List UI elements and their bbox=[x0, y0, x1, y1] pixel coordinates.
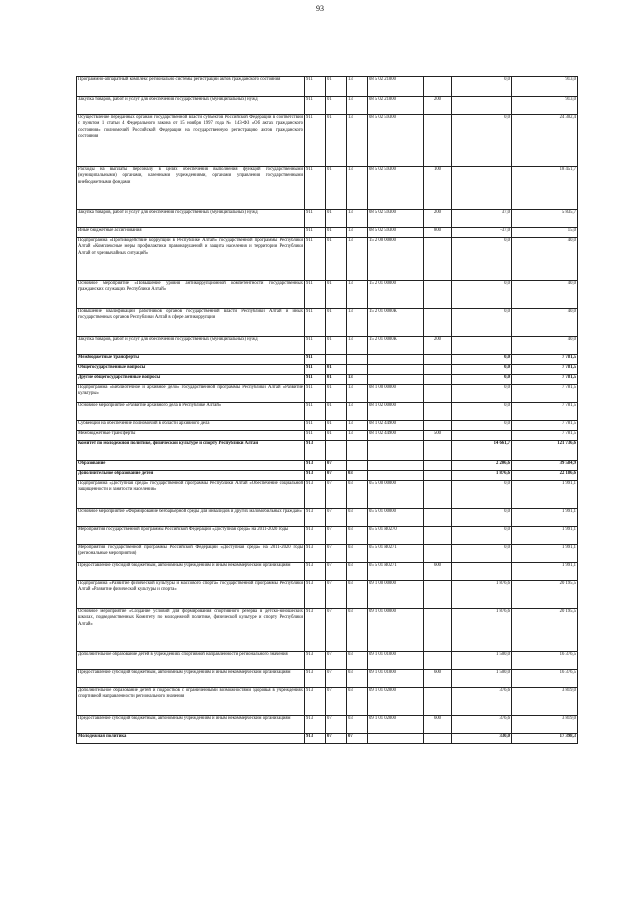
total-amount-cell: 7 781,5 bbox=[512, 403, 578, 421]
change-amount-cell: 330,0 bbox=[452, 734, 512, 744]
change-amount-cell bbox=[452, 563, 512, 581]
target-article-cell: 08 5 02 59300 bbox=[368, 228, 424, 238]
target-article-cell bbox=[368, 375, 424, 385]
change-amount-cell: 2 206,6 bbox=[452, 461, 512, 471]
total-amount-cell: 15,0 bbox=[512, 228, 578, 238]
row-name-cell: Предоставление субсидий бюджетным, автономным учреждениям и иным некоммерческим организациям bbox=[77, 716, 305, 734]
section-code-cell: 01 bbox=[326, 77, 347, 97]
expense-type-cell: 800 bbox=[424, 228, 452, 238]
row-name-cell: Закупка товаров, работ и услуг для обеспечения государственных (муниципальных) нужд bbox=[77, 97, 305, 115]
change-amount-cell bbox=[452, 431, 512, 441]
section-code-cell: 01 bbox=[326, 385, 347, 403]
row-name-cell: Основное мероприятие «Развитие архивного дела в Республике Алтай» bbox=[77, 403, 305, 421]
section-code-cell bbox=[326, 441, 347, 461]
ved-code-cell: 911 bbox=[305, 403, 326, 421]
subsection-code-cell: 03 bbox=[347, 688, 368, 716]
change-amount-cell: -37,0 bbox=[452, 228, 512, 238]
table-row bbox=[77, 652, 578, 670]
total-amount-cell: 1 991,1 bbox=[512, 545, 578, 563]
target-article-cell: 09 1 01 01000 bbox=[368, 652, 424, 670]
section-code-cell bbox=[326, 355, 347, 365]
section-code-cell: 07 bbox=[326, 461, 347, 471]
table-row bbox=[77, 441, 578, 461]
change-amount-cell: 0,0 bbox=[452, 281, 512, 309]
subsection-code-cell: 13 bbox=[347, 309, 368, 337]
row-name-cell: Мероприятия государственной программы Российской Федерации «Доступная среда» на 2011-2020 годы (региональные мероприятия) bbox=[77, 545, 305, 563]
section-code-cell: 01 bbox=[326, 210, 347, 228]
row-name-cell: Осуществление переданных органам государственной власти субъектов Российской Федерации в соответствии с пунктом 1 статьи 4 Федерального закона от 15 ноября 1997 года № 143-ФЗ «Об актах гражданского состояния» полномочий Российской Федерации на государственную регистрацию актов гражданского состояния bbox=[77, 115, 305, 167]
ved-code-cell: 913 bbox=[305, 545, 326, 563]
expense-type-cell bbox=[424, 509, 452, 527]
row-name-cell: Общегосударственные вопросы bbox=[77, 365, 305, 375]
subsection-code-cell: 13 bbox=[347, 228, 368, 238]
table-row bbox=[77, 375, 578, 385]
target-article-cell: 08 5 02 59300 bbox=[368, 210, 424, 228]
change-amount-cell: 0,0 bbox=[452, 365, 512, 375]
expense-type-cell bbox=[424, 734, 452, 744]
ved-code-cell: 913 bbox=[305, 688, 326, 716]
section-code-cell: 07 bbox=[326, 609, 347, 652]
change-amount-cell bbox=[452, 97, 512, 115]
section-code-cell: 07 bbox=[326, 670, 347, 688]
table-row bbox=[77, 481, 578, 509]
section-code-cell: 07 bbox=[326, 509, 347, 527]
ved-code-cell: 911 bbox=[305, 167, 326, 210]
section-code-cell: 07 bbox=[326, 471, 347, 481]
subsection-code-cell bbox=[347, 355, 368, 365]
subsection-code-cell bbox=[347, 365, 368, 375]
section-code-cell: 01 bbox=[326, 421, 347, 431]
target-article-cell: 05 5 00 00000 bbox=[368, 481, 424, 509]
table-row bbox=[77, 734, 578, 744]
row-name-cell: Основное мероприятие «Формирование безбарьерной среды для инвалидов и других маломобильных граждан» bbox=[77, 509, 305, 527]
table-row bbox=[77, 421, 578, 431]
change-amount-cell bbox=[452, 167, 512, 210]
table-row bbox=[77, 337, 578, 355]
subsection-code-cell: 13 bbox=[347, 431, 368, 441]
row-name-cell: Другие общегосударственные вопросы bbox=[77, 375, 305, 385]
subsection-code-cell: 03 bbox=[347, 481, 368, 509]
change-amount-cell: 0,0 bbox=[452, 309, 512, 337]
target-article-cell: 05 5 01 R0271 bbox=[368, 545, 424, 563]
section-code-cell: 07 bbox=[326, 563, 347, 581]
target-article-cell: 08 5 02 59300 bbox=[368, 115, 424, 167]
table-row bbox=[77, 238, 578, 281]
ved-code-cell: 913 bbox=[305, 527, 326, 545]
table-row bbox=[77, 716, 578, 734]
table-row bbox=[77, 509, 578, 527]
ved-code-cell: 911 bbox=[305, 97, 326, 115]
change-amount-cell: 0,0 bbox=[452, 403, 512, 421]
change-amount-cell: 14 661,7 bbox=[452, 441, 512, 461]
change-amount-cell: 0,0 bbox=[452, 115, 512, 167]
change-amount-cell: 37,0 bbox=[452, 210, 512, 228]
row-name-cell: Межбюджетные трансферты bbox=[77, 355, 305, 365]
target-article-cell: 08 5 02 21000 bbox=[368, 97, 424, 115]
row-name-cell: Расходы на выплаты персоналу в целях обеспечения выполнения функций государственными (муниципальными) органами, казенными учреждениями, органами управления государственными внебюджетными фондами bbox=[77, 167, 305, 210]
table-row bbox=[77, 403, 578, 421]
expense-type-cell bbox=[424, 461, 452, 471]
ved-code-cell: 911 bbox=[305, 210, 326, 228]
section-code-cell: 01 bbox=[326, 238, 347, 281]
change-amount-cell: 0,0 bbox=[452, 421, 512, 431]
change-amount-cell: 0,0 bbox=[452, 77, 512, 97]
total-amount-cell: 16 376,5 bbox=[512, 652, 578, 670]
change-amount-cell: 0,0 bbox=[452, 355, 512, 365]
total-amount-cell: 1 991,1 bbox=[512, 509, 578, 527]
target-article-cell: 15 2 01 0000К bbox=[368, 309, 424, 337]
change-amount-cell: 1 500,0 bbox=[452, 652, 512, 670]
section-code-cell: 01 bbox=[326, 431, 347, 441]
row-name-cell: Подпрограмма «Противодействие коррупции в Республике Алтай» государственной программы Республики Алтай «Комплексные меры профилактики правонарушений и защита населения и территории Республики Алтай от чрезвычайных ситуаций» bbox=[77, 238, 305, 281]
expense-type-cell bbox=[424, 403, 452, 421]
total-amount-cell: 7 781,5 bbox=[512, 431, 578, 441]
total-amount-cell: 7 781,5 bbox=[512, 355, 578, 365]
row-name-cell: Молодежная политика bbox=[77, 734, 305, 744]
subsection-code-cell: 13 bbox=[347, 281, 368, 309]
expense-type-cell: 100 bbox=[424, 167, 452, 210]
total-amount-cell: 913,0 bbox=[512, 77, 578, 97]
expense-type-cell bbox=[424, 115, 452, 167]
change-amount-cell: 0,0 bbox=[452, 481, 512, 509]
ved-code-cell: 913 bbox=[305, 734, 326, 744]
expense-type-cell bbox=[424, 652, 452, 670]
section-code-cell: 07 bbox=[326, 688, 347, 716]
table-row bbox=[77, 77, 578, 97]
target-article-cell: 09 1 01 01000 bbox=[368, 670, 424, 688]
table-row bbox=[77, 581, 578, 609]
target-article-cell: 05 5 01 R0271 bbox=[368, 563, 424, 581]
target-article-cell: 09 1 00 00000 bbox=[368, 581, 424, 609]
total-amount-cell: 7 781,5 bbox=[512, 421, 578, 431]
expense-type-cell bbox=[424, 355, 452, 365]
target-article-cell: 09 1 01 00000 bbox=[368, 609, 424, 652]
table-row bbox=[77, 167, 578, 210]
ved-code-cell: 913 bbox=[305, 563, 326, 581]
row-name-cell: Дополнительное образование детей в учреждениях спортивной направленности регионального значения bbox=[77, 652, 305, 670]
total-amount-cell: 40,0 bbox=[512, 281, 578, 309]
target-article-cell: 15 2 01 0000К bbox=[368, 337, 424, 355]
section-code-cell: 07 bbox=[326, 545, 347, 563]
total-amount-cell: 40,0 bbox=[512, 238, 578, 281]
table-row bbox=[77, 545, 578, 563]
expense-type-cell bbox=[424, 365, 452, 375]
row-name-cell: Субвенции на обеспечение полномочий в области архивного дела bbox=[77, 421, 305, 431]
expense-type-cell: 200 bbox=[424, 210, 452, 228]
ved-code-cell: 911 bbox=[305, 115, 326, 167]
subsection-code-cell: 03 bbox=[347, 545, 368, 563]
row-name-cell: Предоставление субсидий бюджетным, автономным учреждениям и иным некоммерческим организациям bbox=[77, 670, 305, 688]
total-amount-cell: 1 991,1 bbox=[512, 527, 578, 545]
expense-type-cell bbox=[424, 609, 452, 652]
ved-code-cell: 911 bbox=[305, 337, 326, 355]
ved-code-cell: 913 bbox=[305, 461, 326, 471]
ved-code-cell: 911 bbox=[305, 355, 326, 365]
row-name-cell: Повышение квалификации работников органов государственной власти Республики Алтай и иных государственных органов Республики Алтай в сфере антикоррупции bbox=[77, 309, 305, 337]
section-code-cell: 01 bbox=[326, 167, 347, 210]
row-name-cell: Иные бюджетные ассигнования bbox=[77, 228, 305, 238]
subsection-code-cell: 03 bbox=[347, 609, 368, 652]
total-amount-cell: 3 819,0 bbox=[512, 688, 578, 716]
total-amount-cell: 913,0 bbox=[512, 97, 578, 115]
subsection-code-cell: 13 bbox=[347, 385, 368, 403]
subsection-code-cell bbox=[347, 441, 368, 461]
change-amount-cell: 0,0 bbox=[452, 509, 512, 527]
subsection-code-cell: 13 bbox=[347, 210, 368, 228]
target-article-cell: 09 1 01 02000 bbox=[368, 716, 424, 734]
total-amount-cell: 7 781,5 bbox=[512, 365, 578, 375]
change-amount-cell: 0,0 bbox=[452, 545, 512, 563]
section-code-cell: 07 bbox=[326, 716, 347, 734]
total-amount-cell: 40,0 bbox=[512, 337, 578, 355]
total-amount-cell: 121 736,6 bbox=[512, 441, 578, 461]
target-article-cell: 08 1 02 00000 bbox=[368, 403, 424, 421]
expense-type-cell: 500 bbox=[424, 431, 452, 441]
change-amount-cell: 1 500,0 bbox=[452, 670, 512, 688]
change-amount-cell: 1 876,6 bbox=[452, 471, 512, 481]
expense-type-cell bbox=[424, 481, 452, 509]
target-article-cell bbox=[368, 441, 424, 461]
ved-code-cell: 913 bbox=[305, 471, 326, 481]
ved-code-cell: 911 bbox=[305, 375, 326, 385]
subsection-code-cell: 13 bbox=[347, 238, 368, 281]
ved-code-cell: 913 bbox=[305, 652, 326, 670]
target-article-cell bbox=[368, 461, 424, 471]
target-article-cell bbox=[368, 365, 424, 375]
total-amount-cell: 39 584,9 bbox=[512, 461, 578, 471]
ved-code-cell: 911 bbox=[305, 238, 326, 281]
subsection-code-cell: 07 bbox=[347, 734, 368, 744]
expense-type-cell bbox=[424, 421, 452, 431]
expense-type-cell bbox=[424, 581, 452, 609]
target-article-cell: 05 5 01 00000 bbox=[368, 509, 424, 527]
ved-code-cell: 911 bbox=[305, 228, 326, 238]
ved-code-cell: 911 bbox=[305, 421, 326, 431]
subsection-code-cell: 03 bbox=[347, 652, 368, 670]
target-article-cell: 08 1 02 44900 bbox=[368, 421, 424, 431]
subsection-code-cell: 13 bbox=[347, 115, 368, 167]
section-code-cell: 01 bbox=[326, 309, 347, 337]
total-amount-cell: 3 819,0 bbox=[512, 716, 578, 734]
target-article-cell: 15 2 00 00000 bbox=[368, 238, 424, 281]
table-row bbox=[77, 228, 578, 238]
expense-type-cell bbox=[424, 527, 452, 545]
target-article-cell: 09 1 01 02000 bbox=[368, 688, 424, 716]
total-amount-cell: 7 781,5 bbox=[512, 375, 578, 385]
section-code-cell: 01 bbox=[326, 337, 347, 355]
subsection-code-cell: 03 bbox=[347, 509, 368, 527]
ved-code-cell: 913 bbox=[305, 609, 326, 652]
row-name-cell: Программно-аппаратный комплекс регионально системы регистрации актов гражданского состояния bbox=[77, 77, 305, 97]
total-amount-cell: 7 781,5 bbox=[512, 385, 578, 403]
target-article-cell: 15 2 01 00000 bbox=[368, 281, 424, 309]
row-name-cell: Основное мероприятие «Создание условий для формирования спортивного резерва в детско-юношеских школах, подведомственных Комитету по молодежной политике, физической культуре и спорту Республики Алтай» bbox=[77, 609, 305, 652]
subsection-code-cell: 13 bbox=[347, 77, 368, 97]
target-article-cell: 08 1 00 00000 bbox=[368, 385, 424, 403]
row-name-cell: Мероприятия государственной программы Российской Федерации «Доступная среда» на 2011-2020 годы bbox=[77, 527, 305, 545]
table-row bbox=[77, 385, 578, 403]
subsection-code-cell: 13 bbox=[347, 97, 368, 115]
row-name-cell: Основное мероприятие «Повышение уровня антикоррупционной компетентности государственных гражданских служащих Республики Алтай» bbox=[77, 281, 305, 309]
target-article-cell: 05 5 01 R0270 bbox=[368, 527, 424, 545]
expense-type-cell: 600 bbox=[424, 716, 452, 734]
subsection-code-cell: 03 bbox=[347, 581, 368, 609]
table-row bbox=[77, 309, 578, 337]
total-amount-cell: 1 991,1 bbox=[512, 563, 578, 581]
subsection-code-cell: 13 bbox=[347, 167, 368, 210]
ved-code-cell: 913 bbox=[305, 441, 326, 461]
row-name-cell: Подпрограмма «Развитие физической культуры и массового спорта» государственной программы Республики Алтай «Развитие физической культуры и спорта» bbox=[77, 581, 305, 609]
ved-code-cell: 911 bbox=[305, 77, 326, 97]
ved-code-cell: 913 bbox=[305, 581, 326, 609]
expense-type-cell bbox=[424, 471, 452, 481]
total-amount-cell: 1 991,1 bbox=[512, 481, 578, 509]
row-name-cell: Дополнительное образование детей и подростков с ограниченными возможностями здоровья в учреждениях спортивной направленности регионального значения bbox=[77, 688, 305, 716]
row-name-cell: Дополнительное образование детей bbox=[77, 471, 305, 481]
row-name-cell: Предоставление субсидий бюджетным, автономным учреждениям и иным некоммерческим организациям bbox=[77, 563, 305, 581]
table-row bbox=[77, 563, 578, 581]
table-row bbox=[77, 431, 578, 441]
total-amount-cell: 20 195,5 bbox=[512, 581, 578, 609]
expense-type-cell bbox=[424, 441, 452, 461]
ved-code-cell: 911 bbox=[305, 385, 326, 403]
subsection-code-cell: 03 bbox=[347, 670, 368, 688]
section-code-cell: 01 bbox=[326, 281, 347, 309]
section-code-cell: 01 bbox=[326, 365, 347, 375]
target-article-cell: 08 5 02 59300 bbox=[368, 167, 424, 210]
section-code-cell: 07 bbox=[326, 734, 347, 744]
section-code-cell: 01 bbox=[326, 97, 347, 115]
subsection-code-cell bbox=[347, 461, 368, 471]
change-amount-cell: 0,0 bbox=[452, 238, 512, 281]
ved-code-cell: 911 bbox=[305, 309, 326, 337]
change-amount-cell: 1 876,6 bbox=[452, 609, 512, 652]
total-amount-cell: 40,0 bbox=[512, 309, 578, 337]
table-row bbox=[77, 670, 578, 688]
subsection-code-cell: 13 bbox=[347, 375, 368, 385]
change-amount-cell: 1 876,6 bbox=[452, 581, 512, 609]
section-code-cell: 01 bbox=[326, 228, 347, 238]
target-article-cell bbox=[368, 471, 424, 481]
total-amount-cell: 22 186,6 bbox=[512, 471, 578, 481]
expense-type-cell bbox=[424, 375, 452, 385]
target-article-cell: 08 5 02 21000 bbox=[368, 77, 424, 97]
change-amount-cell: 0,0 bbox=[452, 527, 512, 545]
expense-type-cell bbox=[424, 688, 452, 716]
row-name-cell: Закупка товаров, работ и услуг для обеспечения государственных (муниципальных) нужд bbox=[77, 210, 305, 228]
table-row bbox=[77, 97, 578, 115]
table-row bbox=[77, 355, 578, 365]
section-code-cell: 01 bbox=[326, 403, 347, 421]
subsection-code-cell: 03 bbox=[347, 563, 368, 581]
expense-type-cell bbox=[424, 385, 452, 403]
target-article-cell: 08 1 02 44900 bbox=[368, 431, 424, 441]
change-amount-cell bbox=[452, 337, 512, 355]
table-row bbox=[77, 688, 578, 716]
subsection-code-cell: 13 bbox=[347, 403, 368, 421]
total-amount-cell: 16 376,5 bbox=[512, 670, 578, 688]
total-amount-cell: 20 195,5 bbox=[512, 609, 578, 652]
expense-type-cell: 600 bbox=[424, 563, 452, 581]
target-article-cell bbox=[368, 355, 424, 365]
subsection-code-cell: 03 bbox=[347, 716, 368, 734]
budget-table bbox=[76, 76, 578, 744]
expense-type-cell bbox=[424, 545, 452, 563]
ved-code-cell: 911 bbox=[305, 365, 326, 375]
row-name-cell: Комитет по молодежной политике, физической культуре и спорту Республики Алтай bbox=[77, 441, 305, 461]
budget-table-body bbox=[77, 77, 578, 744]
row-name-cell: Образование bbox=[77, 461, 305, 471]
change-amount-cell: 0,0 bbox=[452, 385, 512, 403]
expense-type-cell bbox=[424, 238, 452, 281]
subsection-code-cell: 13 bbox=[347, 421, 368, 431]
ved-code-cell: 913 bbox=[305, 716, 326, 734]
table-row bbox=[77, 609, 578, 652]
change-amount-cell: 376,6 bbox=[452, 688, 512, 716]
row-name-cell: Межбюджетные трансферты bbox=[77, 431, 305, 441]
section-code-cell: 07 bbox=[326, 652, 347, 670]
section-code-cell: 07 bbox=[326, 481, 347, 509]
expense-type-cell: 600 bbox=[424, 670, 452, 688]
subsection-code-cell: 03 bbox=[347, 471, 368, 481]
row-name-cell: Подпрограмма «Доступная среда» государственной программы Республики Алтай «Обеспечение социальной защищенности и занятости населения» bbox=[77, 481, 305, 509]
total-amount-cell: 17 398,3 bbox=[512, 734, 578, 744]
table-row bbox=[77, 461, 578, 471]
section-code-cell: 07 bbox=[326, 581, 347, 609]
ved-code-cell: 913 bbox=[305, 670, 326, 688]
expense-type-cell bbox=[424, 309, 452, 337]
expense-type-cell bbox=[424, 281, 452, 309]
target-article-cell bbox=[368, 734, 424, 744]
table-row bbox=[77, 115, 578, 167]
table-row bbox=[77, 365, 578, 375]
total-amount-cell: 5 835,7 bbox=[512, 210, 578, 228]
section-code-cell: 01 bbox=[326, 375, 347, 385]
expense-type-cell: 200 bbox=[424, 97, 452, 115]
expense-type-cell bbox=[424, 77, 452, 97]
table-row bbox=[77, 527, 578, 545]
row-name-cell: Подпрограмма «Библиотечное и архивное дело» государственной программы Республики Алтай «Развитие культуры» bbox=[77, 385, 305, 403]
ved-code-cell: 911 bbox=[305, 431, 326, 441]
section-code-cell: 01 bbox=[326, 115, 347, 167]
subsection-code-cell: 03 bbox=[347, 527, 368, 545]
expense-type-cell: 200 bbox=[424, 337, 452, 355]
section-code-cell: 07 bbox=[326, 527, 347, 545]
change-amount-cell: 0,0 bbox=[452, 375, 512, 385]
page-number: 93 bbox=[316, 4, 324, 13]
ved-code-cell: 913 bbox=[305, 509, 326, 527]
table-row bbox=[77, 281, 578, 309]
total-amount-cell: 24 302,4 bbox=[512, 115, 578, 167]
change-amount-cell: 376,6 bbox=[452, 716, 512, 734]
ved-code-cell: 913 bbox=[305, 481, 326, 509]
total-amount-cell: 18 451,7 bbox=[512, 167, 578, 210]
table-row bbox=[77, 471, 578, 481]
ved-code-cell: 911 bbox=[305, 281, 326, 309]
subsection-code-cell: 13 bbox=[347, 337, 368, 355]
row-name-cell: Закупка товаров, работ и услуг для обеспечения государственных (муниципальных) нужд bbox=[77, 337, 305, 355]
table-row bbox=[77, 210, 578, 228]
